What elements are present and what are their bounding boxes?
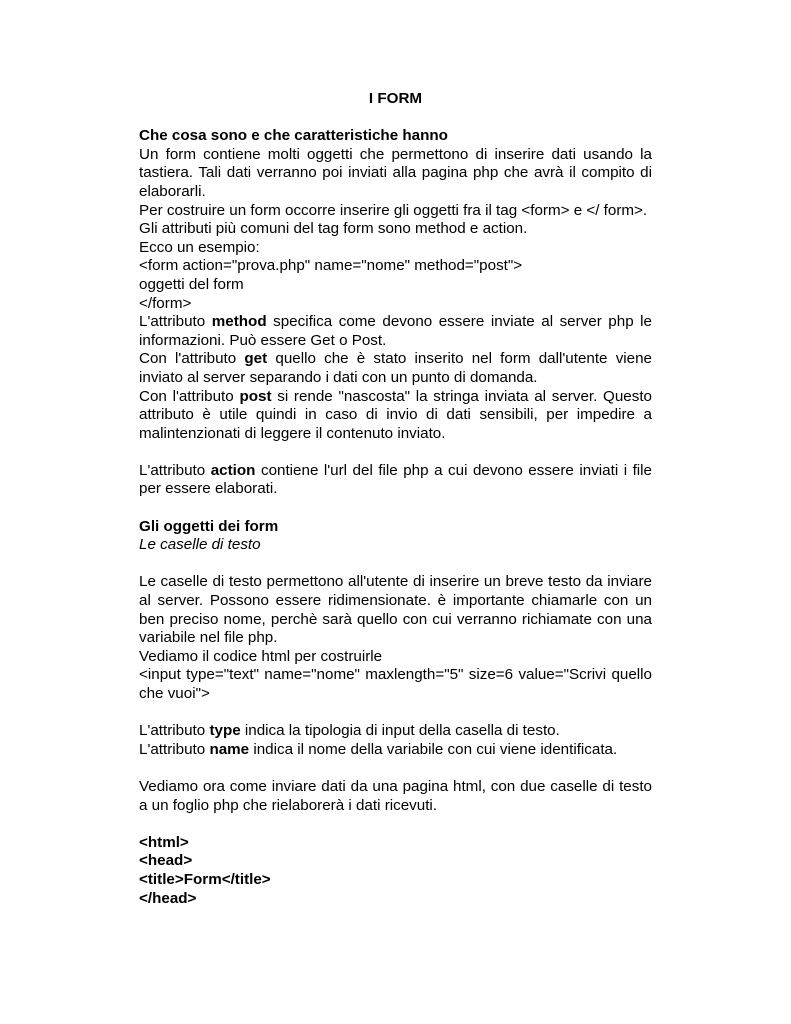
spacer (139, 704, 652, 723)
section-heading-caratteristiche: Che cosa sono e che caratteristiche hanno (139, 127, 448, 145)
method-prefix: L'attributo (139, 313, 212, 331)
method-keyword: method (211, 313, 267, 331)
spacer (139, 815, 652, 834)
type-prefix: L'attributo (139, 722, 210, 740)
action-suffix: contiene l'url del file php a cui devono essere inviati i file per essere elaborati. (139, 461, 652, 498)
section-heading-oggetti: Gli oggetti dei form (139, 517, 279, 535)
spacer (139, 443, 652, 462)
paragraph-post (139, 388, 652, 444)
get-keyword: get (244, 350, 268, 368)
paragraph-form-tag: Per costruire un form occorre inserire gli oggetti fra il tag <form> e </ form>. (139, 201, 648, 219)
action-keyword: action (210, 461, 256, 479)
method-suffix: specifica come devono essere inviate al server php le informazioni. Può essere Get o Post. (139, 313, 652, 349)
code-title: <title>Form</title> (139, 870, 271, 888)
paragraph-example-label: Ecco un esempio: (139, 238, 260, 256)
spacer (139, 759, 652, 778)
name-prefix: L'attributo (139, 740, 210, 758)
document-page (139, 90, 652, 908)
paragraph-type (139, 722, 652, 741)
code-html-open: <html> (139, 833, 189, 851)
get-prefix: Con l'attributo (139, 350, 245, 368)
paragraph-method (139, 313, 652, 350)
paragraph-codice-label: Vediamo il codice html per costruirle (139, 647, 383, 665)
paragraph-attributes: Gli attributi più comuni del tag form sono method e action. (139, 220, 528, 238)
subheading-caselle: Le caselle di testo (139, 536, 261, 554)
type-keyword: type (209, 722, 241, 740)
document-title: I FORM (368, 90, 423, 107)
name-suffix: indica il nome della variabile con cui viene identificata. (249, 740, 618, 758)
code-form-body: oggetti del form (139, 275, 244, 293)
post-suffix: si rende "nascosta" la stringa inviata al server. Questo attributo è utile quindi in caso di invio di dati sensibili, per impedire a malintenzionati di leggere il contenuto inviato. (139, 387, 653, 442)
get-suffix: quello che è stato inserito nel form dall'utente viene inviato al server separando i dati con un punto di domanda. (139, 350, 653, 386)
code-form-close: </form> (139, 294, 192, 312)
paragraph-action (139, 462, 652, 499)
paragraph-name (139, 741, 652, 760)
code-head-close: </head> (139, 889, 197, 907)
post-keyword: post (239, 387, 272, 405)
paragraph-intro: Un form contiene molti oggetti che permettono di inserire dati usando la tastiera. Tali dati verranno poi inviati alla pagina php che avrà il compito di elaborarli. (139, 145, 652, 200)
post-prefix: Con l'attributo (139, 387, 240, 405)
type-suffix: indica la tipologia di input della casella di testo. (240, 722, 560, 740)
spacer (139, 499, 652, 518)
action-prefix: L'attributo (139, 461, 211, 479)
paragraph-caselle: Le caselle di testo permettono all'utente di inserire un breve testo da inviare al server. Possono essere ridimensionate. è importante chiamarle con un ben preciso nome, perchè sarà quello con cui verranno richiamate con una variabile nel file php. (139, 573, 652, 647)
paragraph-get (139, 350, 652, 387)
paragraph-invio: Vediamo ora come inviare dati da una pagina html, con due caselle di testo a un foglio php che rielaborerà i dati ricevuti. (139, 777, 652, 814)
code-head-open: <head> (139, 852, 193, 870)
name-keyword: name (209, 740, 250, 758)
code-input-example: <input type="text" name="nome" maxlength="5" size=6 value="Scrivi quello che vuoi"> (139, 666, 652, 702)
code-form-open: <form action="prova.php" name="nome" method="post"> (139, 257, 523, 275)
spacer (139, 555, 652, 574)
